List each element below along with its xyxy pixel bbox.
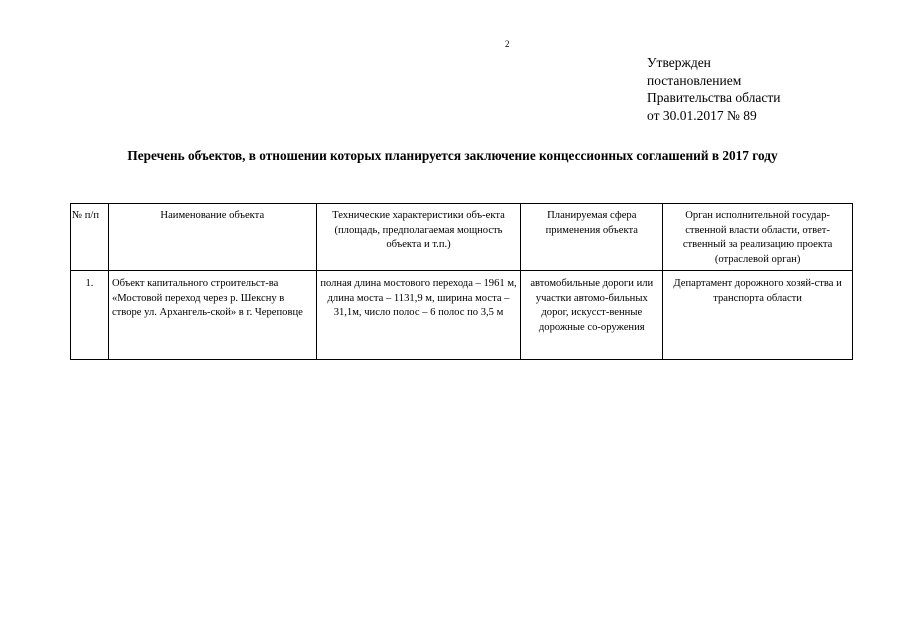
cell-number: 1. <box>71 271 109 360</box>
approval-line: Правительства области <box>647 90 781 105</box>
approval-block <box>647 54 780 124</box>
objects-table <box>70 203 853 360</box>
document-title: Перечень объектов, в отношении которых планируется заключение концессионных соглашений в 2017 году <box>127 148 778 163</box>
header-responsible-body: Орган исполнительной государ-ственной власти области, ответ-ственный за реализацию проекта (отраслевой орган) <box>663 204 853 271</box>
header-application-area: Планируемая сфера применения объекта <box>521 204 663 271</box>
header-object-name: Наименование объекта <box>108 204 316 271</box>
header-number: № п/п <box>71 204 109 271</box>
page-number: 2 <box>505 39 510 49</box>
cell-application-area: автомобильные дороги или участки автомо-бильных дорог, искусст-венные дорожные со-оружения <box>521 271 663 360</box>
cell-responsible-body: Департамент дорожного хозяй-ства и транспорта области <box>663 271 853 360</box>
table-header-row <box>71 204 853 271</box>
approval-line: Утвержден <box>647 55 711 70</box>
approval-line: постановлением <box>647 72 742 88</box>
header-technical-characteristics: Технические характеристики объ-екта (площадь, предполагаемая мощность объекта и т.п.) <box>316 204 521 271</box>
table-row <box>71 271 853 360</box>
approval-line: от 30.01.2017 № 89 <box>647 107 757 123</box>
cell-technical-characteristics: полная длина мостового перехода – 1961 м, длина моста – 1131,9 м, ширина моста – 31,1м, число полос – 6 полос по 3,5 м <box>316 271 521 360</box>
cell-object-name: Объект капитального строительст-ва «Мостовой переход через р. Шексну в створе ул. Архангель-ской» в г. Череповце <box>108 271 316 360</box>
